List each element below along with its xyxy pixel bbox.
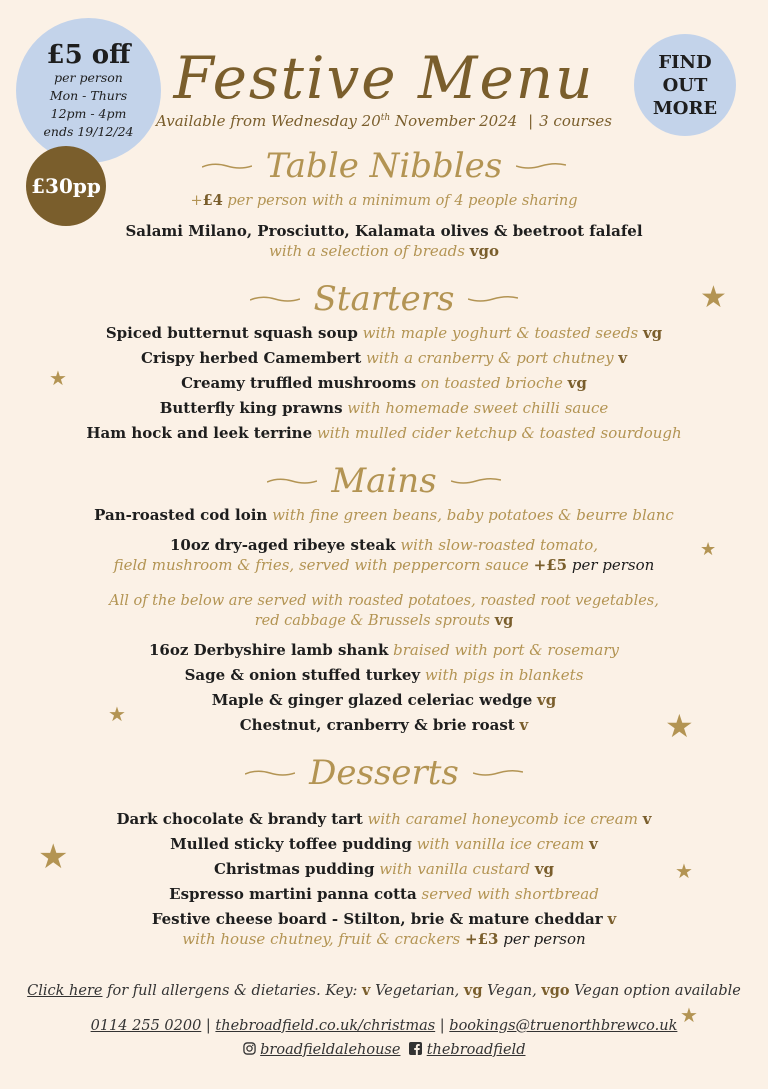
promo-discount: £5 off — [46, 39, 131, 70]
mains-note-line-1: All of the below are served with roasted potatoes, roasted root vegetables, — [109, 593, 659, 609]
menu-item — [0, 535, 768, 555]
contact-sep: | — [205, 1018, 211, 1034]
item-desc: with house chutney, fruit & crackers — [182, 930, 461, 948]
item-name: Spiced butternut squash soup — [105, 324, 358, 342]
item-name: Sage & onion stuffed turkey — [184, 666, 421, 684]
item-key: v — [642, 810, 652, 828]
swirl-right-icon — [516, 161, 566, 171]
mains-note-text: red cabbage & Brussels sprouts — [254, 613, 491, 629]
nibbles-price: £4 — [202, 192, 223, 209]
star-icon: ★ — [675, 859, 693, 883]
availability-courses: 3 courses — [539, 112, 612, 130]
item-desc: with maple yoghurt & toasted seeds — [362, 324, 639, 342]
nibbles-item-desc: with a selection of breads — [269, 242, 465, 260]
swirl-right-icon — [468, 294, 518, 304]
item-desc: braised with port & rosemary — [393, 641, 619, 659]
item-desc: with vanilla ice cream — [416, 835, 585, 853]
item-key: v — [618, 349, 628, 367]
item-key: v — [519, 716, 529, 734]
item-name: 10oz dry-aged ribeye steak — [169, 536, 396, 554]
section-heading-nibbles — [0, 146, 768, 186]
item-name: Christmas pudding — [213, 860, 375, 878]
item-name: 16oz Derbyshire lamb shank — [148, 641, 389, 659]
instagram-link[interactable]: broadfieldalehouse — [260, 1042, 401, 1058]
star-icon: ★ — [665, 707, 694, 745]
find-out-more-line-1: FIND — [658, 51, 712, 73]
menu-item-desc-line — [0, 555, 768, 575]
nibbles-note-post: per person with a minimum of 4 people sharing — [222, 193, 578, 209]
facebook-icon — [409, 1042, 422, 1055]
nibbles-item-key: vgo — [469, 242, 499, 260]
item-desc: on toasted brioche — [420, 374, 563, 392]
section-heading-starters — [0, 279, 768, 319]
contact-sep: | — [439, 1018, 445, 1034]
menu-item — [0, 884, 768, 904]
item-name: Mulled sticky toffee pudding — [170, 835, 412, 853]
key-vgo-label: Vegan option available — [569, 983, 741, 999]
phone-link[interactable]: 0114 255 0200 — [90, 1018, 202, 1034]
item-desc: field mushroom & fries, served with peppercorn sauce — [113, 556, 529, 574]
swirl-left-icon — [245, 768, 295, 778]
starters-heading: Starters — [313, 279, 455, 319]
item-name: Chestnut, cranberry & brie roast — [239, 716, 515, 734]
availability-sep: | — [528, 112, 534, 130]
star-icon: ★ — [700, 539, 717, 560]
promo-ends: ends 19/12/24 — [43, 123, 134, 139]
mains-note-key: vg — [494, 612, 514, 629]
item-supplement: +£5 — [533, 556, 568, 574]
swirl-left-icon — [202, 161, 252, 171]
menu-item — [0, 348, 768, 368]
email-link[interactable]: bookings@truenorthbrewco.uk — [449, 1018, 678, 1034]
item-desc: with caramel honeycomb ice cream — [367, 810, 638, 828]
item-key: v — [589, 835, 598, 853]
menu-item — [0, 323, 768, 343]
price-badge: £30pp — [26, 146, 106, 226]
nibbles-heading: Table Nibbles — [265, 146, 503, 186]
menu-item-desc-line — [0, 929, 768, 949]
mains-note-line-2 — [0, 611, 768, 631]
item-name: Butterfly king prawns — [159, 399, 343, 417]
item-name: Ham hock and leek terrine — [86, 424, 313, 442]
facebook-link[interactable]: thebroadfield — [426, 1042, 526, 1058]
item-name: Creamy truffled mushrooms — [181, 374, 417, 392]
page-title: Festive Menu — [173, 44, 595, 112]
nibbles-item-desc-line — [0, 241, 768, 261]
nibbles-note — [0, 191, 768, 211]
item-name: Dark chocolate & brandy tart — [116, 810, 363, 828]
item-desc: with a cranberry & port chutney — [366, 349, 614, 367]
nibbles-note-pre: + — [190, 193, 203, 209]
allergen-line — [0, 981, 768, 1001]
item-key: v — [607, 910, 617, 928]
star-icon: ★ — [49, 366, 67, 390]
key-vg-label: Vegan, — [482, 983, 542, 999]
star-icon: ★ — [680, 1003, 698, 1027]
allergens-text: for full allergens & dietaries. Key: — [102, 983, 363, 999]
item-name: Crispy herbed Camembert — [140, 349, 362, 367]
nibbles-item: Salami Milano, Prosciutto, Kalamata olives & beetroot falafel — [125, 222, 643, 240]
menu-item — [0, 423, 768, 443]
menu-item — [0, 834, 768, 854]
item-name: Espresso martini panna cotta — [169, 885, 417, 903]
item-key: vg — [534, 860, 555, 878]
social-line — [0, 1040, 768, 1060]
item-key: vg — [567, 374, 587, 392]
promo-per-person: per person — [54, 69, 123, 85]
swirl-right-icon — [473, 768, 523, 778]
instagram-icon — [243, 1042, 256, 1055]
section-heading-desserts — [0, 753, 768, 793]
swirl-left-icon — [250, 294, 300, 304]
menu-item — [0, 665, 768, 685]
mains-heading: Mains — [331, 461, 437, 501]
star-icon: ★ — [700, 280, 727, 315]
find-out-more-line-2: OUT — [662, 74, 708, 96]
item-name: Festive cheese board - Stilton, brie & mature cheddar — [151, 910, 603, 928]
item-desc: with fine green beans, baby potatoes & beurre blanc — [272, 506, 674, 524]
item-supplement-post: per person — [567, 556, 655, 574]
desserts-heading: Desserts — [309, 753, 459, 793]
menu-item — [0, 859, 768, 883]
item-desc: with mulled cider ketchup & toasted sourdough — [316, 424, 682, 442]
menu-item — [0, 640, 768, 660]
find-out-more-line-3: MORE — [652, 97, 718, 119]
menu-item — [0, 398, 768, 418]
key-vg: vg — [463, 982, 483, 999]
menu-item — [0, 809, 768, 829]
item-desc: with pigs in blankets — [424, 666, 584, 684]
promo-time: 12pm - 4pm — [50, 105, 127, 121]
swirl-left-icon — [267, 476, 317, 486]
menu-item — [0, 505, 768, 525]
menu-item — [0, 373, 768, 393]
item-key: vg — [642, 324, 663, 342]
key-v-label: Vegetarian, — [370, 983, 464, 999]
swirl-right-icon — [451, 476, 501, 486]
key-vgo: vgo — [541, 982, 570, 999]
availability-sup: th — [380, 113, 391, 123]
contact-line — [0, 1016, 768, 1036]
star-icon: ★ — [38, 837, 69, 877]
menu-item — [0, 909, 768, 929]
promo-days: Mon - Thurs — [49, 87, 128, 103]
item-supplement-post: per person — [498, 930, 586, 948]
item-desc: with homemade sweet chilli sauce — [347, 399, 609, 417]
item-desc: with slow-roasted tomato, — [400, 536, 599, 554]
availability-post: November 2024 — [390, 112, 518, 130]
item-desc: served with shortbread — [421, 885, 599, 903]
availability-pre: Available from Wednesday 20 — [156, 112, 381, 130]
availability-line — [0, 112, 768, 130]
allergens-link[interactable]: Click here — [27, 983, 103, 999]
item-key: vg — [537, 691, 557, 709]
key-v: v — [362, 982, 371, 999]
item-name: Pan-roasted cod loin — [94, 506, 268, 524]
item-name: Maple & ginger glazed celeriac wedge — [211, 691, 533, 709]
section-heading-mains — [0, 461, 768, 501]
item-desc: with vanilla custard — [379, 860, 531, 878]
star-icon: ★ — [108, 702, 126, 726]
item-supplement: +£3 — [465, 930, 499, 948]
website-link[interactable]: thebroadfield.co.uk/christmas — [215, 1018, 436, 1034]
